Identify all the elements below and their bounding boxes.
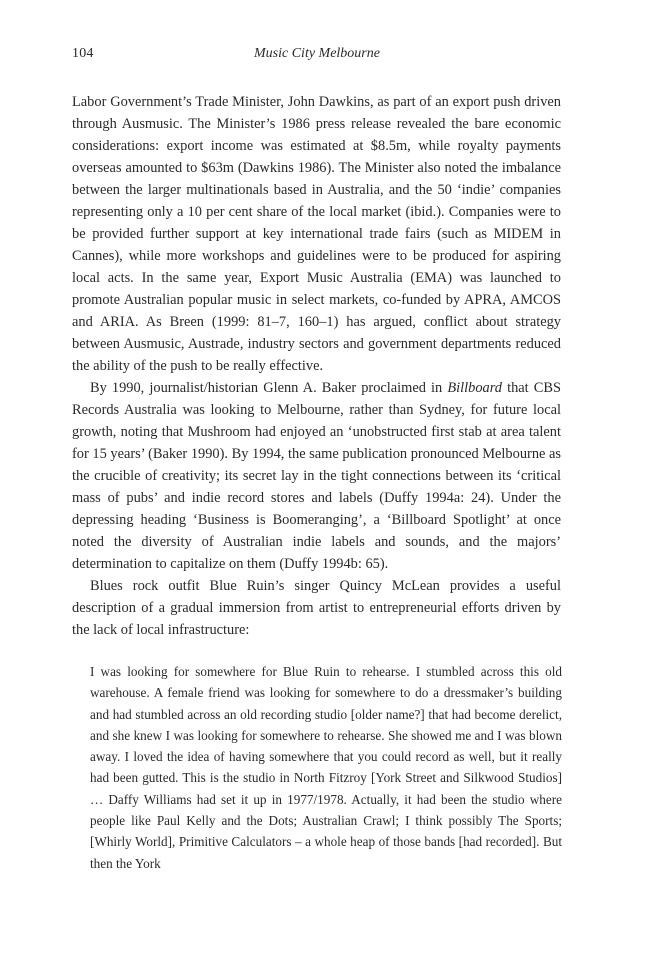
- running-head: [72, 46, 562, 68]
- block-quote: I was looking for somewhere for Blue Ruin to rehearse. I stumbled across this old warehouse. A female friend was looking for somewhere to do a dressmaker’s building and had stumbled across an old recording studio [older name?] that had become derelict, and she knew I was looking for somewhere to rehearse. She showed me and I was blown away. I loved the idea of having somewhere that you could record as well, but it really had been gutted. This is the studio in North Fitzroy [York Street and Silkwood Studios] … Daffy Williams had set it up in 1977/1978. Actually, it had been the studio where people like Paul Kelly and the Dots; Australian Crawl; I think possibly The Sports; [Whirly World], Primitive Calculators – a whole heap of those bands [had recorded]. But then the York: [90, 664, 562, 871]
- body-text: [72, 91, 561, 874]
- paragraph: Blues rock outfit Blue Ruin’s singer Quincy McLean provides a useful description of a gradual immersion from artist to entrepreneurial efforts driven by the lack of local infrastructure:: [72, 578, 561, 638]
- paragraph-text: By 1990, journalist/historian Glenn A. Baker proclaimed in: [90, 380, 448, 396]
- publication-title: Billboard: [447, 380, 502, 396]
- paragraph: Labor Government’s Trade Minister, John Dawkins, as part of an export push driven through Ausmusic. The Minister’s 1986 press release revealed the bare economic considerations: export income was estimated at $8.5m, while royalty payments overseas amounted to $63m (Dawkins 1986). The Minister also noted the imbalance between the larger multinationals based in Australia, and the 50 ‘indie’ companies representing only a 10 per cent share of the local market (ibid.). Companies were to be provided further support at key international trade fairs (such as MIDEM in Cannes), while more workshops and guidelines were to be produced for aspiring local acts. In the same year, Export Music Australia (EMA) was launched to promote Australian popular music in select markets, co-funded by APRA, AMCOS and ARIA. As Breen (1999: 81–7, 160–1) has argued, conflict about strategy between Ausmusic, Austrade, industry sectors and government departments reduced the ability of the push to be really effective.: [72, 94, 561, 374]
- page-number: 104: [72, 46, 94, 61]
- paragraph-text: that CBS Records Australia was looking to Melbourne, rather than Sydney, for future local growth, noting that Mushroom had enjoyed an ‘unobstructed first stab at area talent for 15 years’ (Baker 1990). By 1994, the same publication pronounced Melbourne as the crucible of creativity; its secret lay in the tight connections between its ‘critical mass of pubs’ and indie record stores and labels (Duffy 1994a: 24). Under the depressing heading ‘Business is Boomeranging’, a ‘Billboard Spotlight’ at once noted the diversity of Australian indie labels and sounds, and the majors’ determination to capitalize on them (Duffy 1994b: 65).: [72, 380, 561, 572]
- running-title: Music City Melbourne: [254, 46, 380, 61]
- paragraph: [72, 377, 561, 575]
